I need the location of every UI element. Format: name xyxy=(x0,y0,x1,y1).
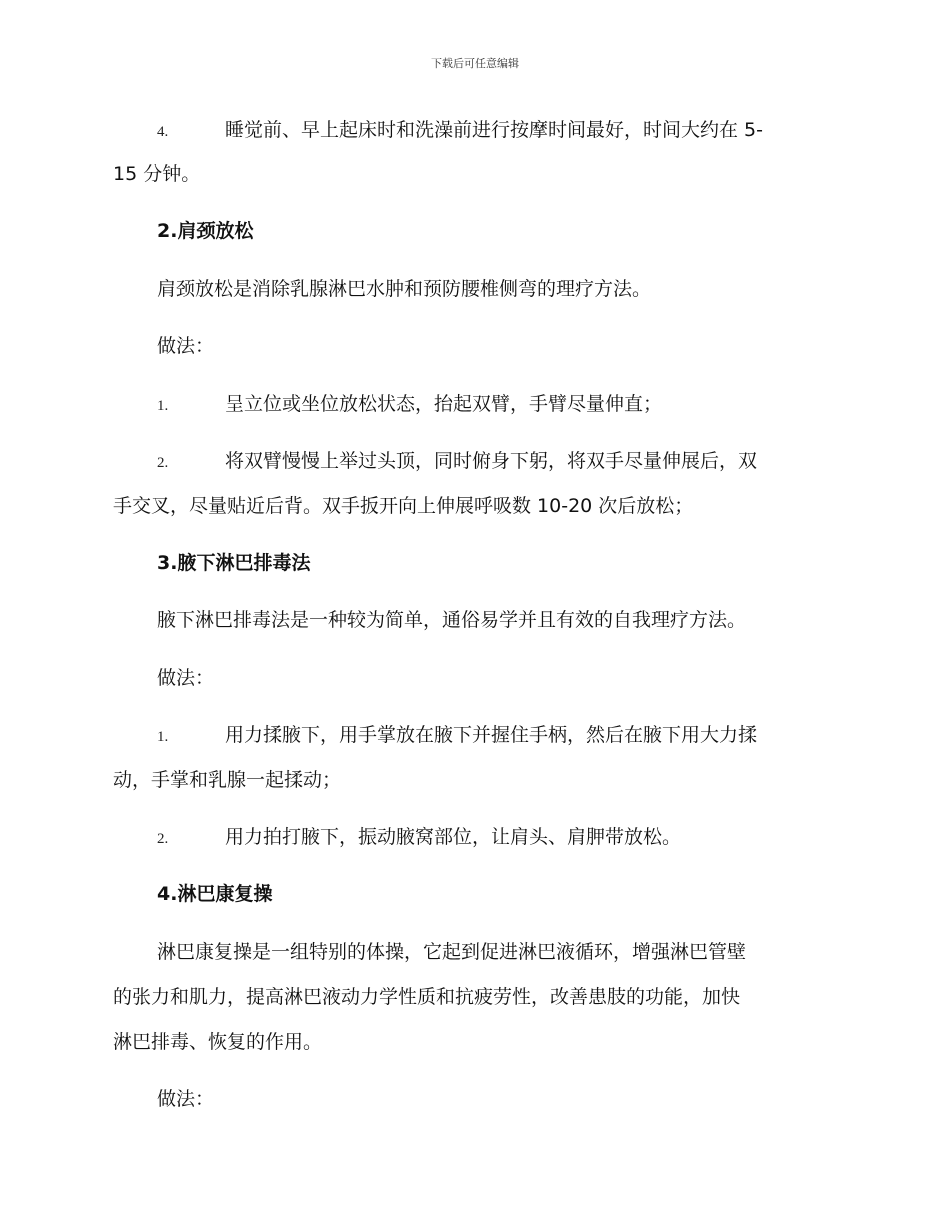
heading-text: 4.淋巴康复操 xyxy=(157,883,273,905)
list-item-text: 将双臂慢慢上举过头顶，同时俯身下躬，将双手尽量伸展后，双 xyxy=(225,450,758,472)
method-label-text: 做法： xyxy=(157,1088,215,1110)
paragraph-text: 腋下淋巴排毒法是一种较为简单，通俗易学并且有效的自我理疗方法。 xyxy=(157,609,747,631)
paragraph-text: 肩颈放松是消除乳腺淋巴水肿和预防腰椎侧弯的理疗方法。 xyxy=(157,278,652,300)
list-number: 1. xyxy=(157,398,169,414)
list-item-text: 呈立位或坐位放松状态，抬起双臂，手臂尽量伸直； xyxy=(225,393,663,415)
list-number: 4. xyxy=(157,124,169,140)
heading-text: 3.腋下淋巴排毒法 xyxy=(157,552,311,574)
list-item-text: 睡觉前、早上起床时和洗澡前进行按摩时间最好，时间大约在 5- xyxy=(225,119,763,141)
list-item-text-continued: 15 分钟。 xyxy=(113,163,201,185)
paragraph-text-continued: 淋巴排毒、恢复的作用。 xyxy=(113,1031,323,1053)
page-header: 下载后可任意编辑 xyxy=(431,57,519,70)
list-item-text: 用力揉腋下，用手掌放在腋下并握住手柄，然后在腋下用大力揉 xyxy=(225,724,758,746)
heading-text: 2.肩颈放松 xyxy=(157,220,254,242)
list-item-text-continued: 手交叉，尽量贴近后背。双手扳开向上伸展呼吸数 10-20 次后放松； xyxy=(113,495,694,517)
list-item-text-continued: 动，手掌和乳腺一起揉动； xyxy=(113,769,342,791)
method-label-text: 做法： xyxy=(157,667,215,689)
list-item-text: 用力拍打腋下，振动腋窝部位，让肩头、肩胛带放松。 xyxy=(225,826,682,848)
method-label-text: 做法： xyxy=(157,335,215,357)
paragraph-text: 淋巴康复操是一组特别的体操，它起到促进淋巴液循环，增强淋巴管壁 xyxy=(157,941,747,963)
paragraph-text-continued: 的张力和肌力，提高淋巴液动力学性质和抗疲劳性，改善患肢的功能，加快 xyxy=(113,986,741,1008)
list-number: 1. xyxy=(157,729,169,745)
list-number: 2. xyxy=(157,831,169,847)
list-number: 2. xyxy=(157,455,169,471)
